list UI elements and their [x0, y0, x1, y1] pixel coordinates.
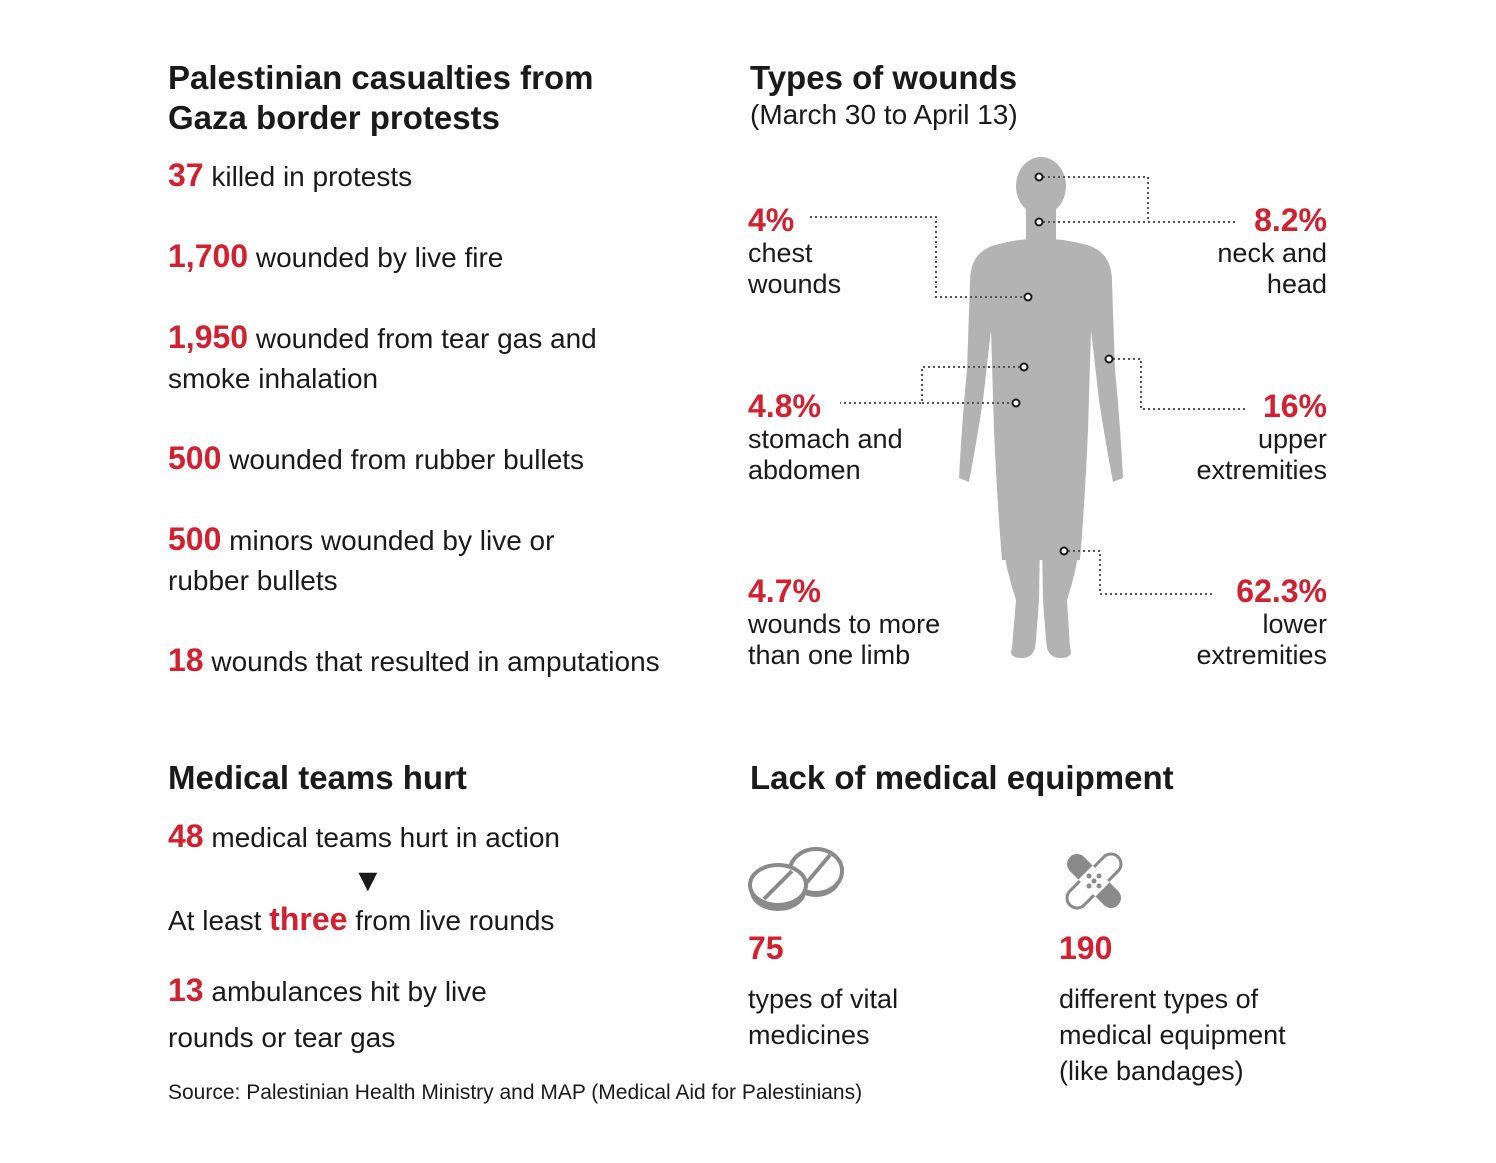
equipment-section: [750, 758, 1174, 798]
equipment-title: Lack of medical equipment: [750, 759, 1174, 796]
equipment-desc: [1059, 981, 1286, 1089]
marker-leg: [1061, 548, 1068, 555]
wounds-subtitle: (March 30 to April 13): [750, 99, 1018, 130]
pills-icon: [748, 845, 848, 915]
wound-label-line: than one limb: [748, 640, 911, 670]
equipment-line: different types of: [1059, 984, 1259, 1014]
wound-pct: 8.2%: [1254, 202, 1327, 238]
casualties-title-line2: Gaza border protests: [168, 99, 500, 136]
equipment-line: medical equipment: [1059, 1020, 1286, 1050]
wounds-title: Types of wounds: [750, 59, 1018, 96]
stat-value: 1,950: [168, 319, 249, 355]
stat-rubber: [168, 438, 728, 480]
wound-label-head: [1087, 202, 1327, 300]
casualties-title: [168, 58, 594, 138]
equipment-line: (like bandages): [1059, 1056, 1244, 1086]
stat-value: 37: [168, 157, 204, 193]
wound-label-line: abdomen: [748, 455, 861, 485]
stat-minors: [168, 519, 608, 601]
equipment-value: 190: [1059, 930, 1113, 966]
medical-text: rounds or tear gas: [168, 1022, 396, 1053]
casualties-section: [168, 58, 594, 138]
wound-label-line: head: [1266, 269, 1327, 299]
stat-value: 500: [168, 521, 222, 557]
medical-line3: [168, 967, 728, 1061]
marker-chest: [1025, 294, 1032, 301]
wound-label-chest: [748, 202, 988, 300]
medical-text: from live rounds: [355, 905, 555, 936]
wound-label-line: wounds: [748, 269, 842, 299]
wound-label-line: extremities: [1196, 455, 1327, 485]
medical-title: Medical teams hurt: [168, 759, 467, 796]
marker-arm: [1106, 356, 1113, 363]
medical-text: medical teams hurt in action: [211, 822, 560, 853]
wounds-header: [750, 58, 1018, 132]
wound-label-upper: [1087, 388, 1327, 486]
stat-value: 18: [168, 642, 204, 678]
source-note: Source: Palestinian Health Ministry and MAP (Medical Aid for Palestinians): [168, 1081, 863, 1104]
equipment-block: [1059, 928, 1112, 968]
wound-label-stomach: [748, 388, 988, 486]
medicines-block: [748, 928, 784, 968]
wound-label-lower: [1087, 573, 1327, 671]
medical-section: [168, 758, 467, 798]
medical-value: 13: [168, 972, 204, 1008]
medicines-value: 75: [748, 930, 784, 966]
wound-label-line: upper: [1257, 424, 1327, 454]
stat-text: minors wounded by live or rubber bullets: [168, 525, 555, 596]
stat-amputations: [168, 640, 728, 682]
medical-line2: [168, 899, 728, 941]
wound-pct: 4%: [748, 202, 795, 238]
wound-pct: 62.3%: [1236, 573, 1327, 609]
medicines-line: types of vital: [748, 984, 899, 1014]
wound-label-line: lower: [1262, 609, 1327, 639]
medical-text: ambulances hit by live: [211, 976, 487, 1007]
wound-pct: 4.8%: [748, 388, 821, 424]
medical-value: three: [269, 901, 348, 937]
bandage-icon: [1058, 845, 1130, 917]
stat-text: killed in protests: [211, 161, 413, 192]
marker-head: [1036, 174, 1043, 181]
stat-live-fire: [168, 236, 728, 278]
marker-neck: [1036, 219, 1043, 226]
marker-stomach-upper: [1021, 364, 1028, 371]
wound-label-line: stomach and: [748, 424, 903, 454]
wound-pct: 4.7%: [748, 573, 821, 609]
wound-pct: 16%: [1262, 388, 1327, 424]
stat-killed: [168, 155, 728, 197]
stat-text: wounded from tear gas and smoke inhalation: [168, 323, 597, 394]
wound-label-line: chest: [748, 238, 813, 268]
medicines-desc: [748, 981, 898, 1053]
medical-line1: [168, 816, 728, 858]
stat-text: wounded by live fire: [255, 242, 504, 273]
stat-value: 500: [168, 440, 222, 476]
wound-label-line: neck and: [1217, 238, 1327, 268]
marker-stomach-lower: [1013, 400, 1020, 407]
medical-value: 48: [168, 818, 204, 854]
casualties-title-line1: Palestinian casualties from: [168, 59, 594, 96]
stat-text: wounds that resulted in amputations: [211, 646, 660, 677]
down-arrow-icon: ▼: [352, 862, 384, 898]
wound-label-line: wounds to more: [748, 609, 941, 639]
wound-label-multi: [748, 573, 988, 671]
stat-tear-gas: [168, 317, 648, 399]
medicines-line: medicines: [748, 1020, 870, 1050]
wound-label-line: extremities: [1196, 640, 1327, 670]
stat-value: 1,700: [168, 238, 249, 274]
medical-text: At least: [168, 905, 262, 936]
stat-text: wounded from rubber bullets: [229, 444, 585, 475]
